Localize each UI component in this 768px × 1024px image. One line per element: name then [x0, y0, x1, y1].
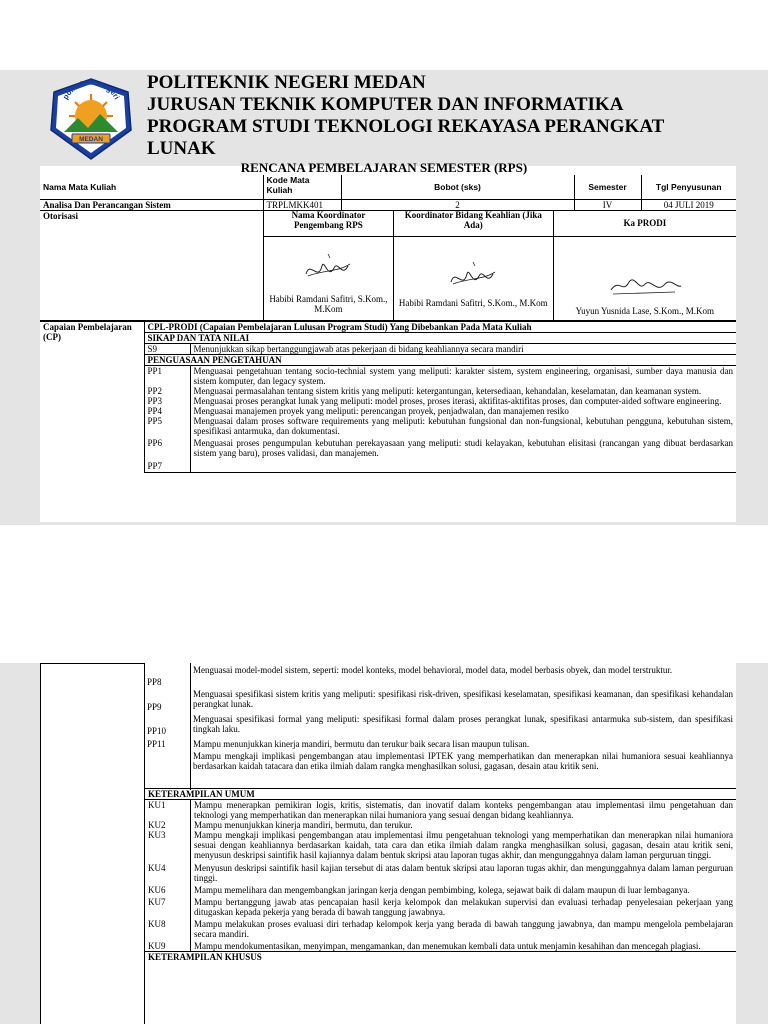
specific-skills-title: KETERAMPILAN KHUSUS: [145, 952, 737, 963]
header-semester: Semester: [574, 175, 641, 199]
pp7-text: [190, 458, 736, 472]
pp6-code: PP6: [144, 436, 190, 458]
s9-code: S9: [144, 344, 190, 355]
logo-bottom-text: MEDAN: [79, 136, 103, 143]
header-course-code: Kode Mata Kuliah: [263, 175, 341, 199]
signature-cell-1: [264, 236, 394, 320]
course-code: TRPLMKK401: [263, 199, 341, 210]
page2-code-divider: [190, 663, 191, 790]
ku4-code: KU4: [145, 860, 191, 883]
learning-outcomes-table: [40, 321, 736, 473]
header-credits: Bobot (sks): [341, 175, 574, 199]
ku2-text: Mampu menunjukkan kinerja mandiri, bermutu, dan terukur.: [190, 820, 736, 830]
pp8-text: Menguasai model-model sistem, seperti: model konteks, model behavioral, model data, model berbasis obyek, dan model terstruktur.: [193, 665, 673, 675]
logo-top-text: politeknik negeri: [60, 77, 122, 101]
ku7-code: KU7: [145, 895, 191, 917]
ku3-code: KU3: [145, 830, 191, 860]
authorization-table: [263, 210, 736, 321]
department-name: JURUSAN TEKNIK KOMPUTER DAN INFORMATIKA: [147, 94, 624, 115]
pp9-text: Menguasai spesifikasi sistem kritis yang meliputi: spesifikasi risk-driven, spesifikasi keselamatan, spesifikasi keamanan, dan spesifikasi kehandalan perangkat lunak.: [193, 689, 733, 709]
ku1-code: KU1: [145, 800, 191, 821]
ku8-code: KU8: [145, 917, 191, 939]
program-name: PROGRAM STUDI TEKNOLOGI REKAYASA PERANGKAT: [147, 116, 665, 137]
signature-cell-2: [393, 236, 553, 320]
date-value: 04 JULI 2019: [641, 199, 736, 210]
pp1-text: Menguasai pengetahuan tentang socio-technial system yang meliputi: karakter sistem, system engineering, organisasi, sumber daya manusia dan sistem komputer, dan legacy system.: [190, 366, 736, 387]
polmed-logo: [48, 76, 134, 162]
head-of-program-name: Yuyun Yusnida Lase, S.Kom., M.Kom: [575, 305, 715, 316]
ku6-text: Mampu memelihara dan mengembangkan jaringan kerja dengan pembimbing, kolega, sejawat baik di dalam maupun di luar lembaganya.: [190, 883, 736, 895]
cpl-prodi-title: CPL-PRODI (Capaian Pembelajaran Lulusan Program Studi) Yang Dibebankan Pada Mata Kuliah: [144, 322, 736, 333]
pp11-text: Mampu menunjukkan kinerja mandiri, bermutu dan terukur baik secara lisan maupun tulisan.: [193, 739, 530, 749]
pp10-text: Menguasai spesifikasi formal yang meliputi: spesifikasi formal dalam proses perangkat lunak, spesifikasi antarmuka sub-sistem, dan spesifikasi tingkah laku.: [193, 714, 733, 734]
pp2-code: PP2: [144, 386, 190, 396]
pp7-code: PP7: [144, 458, 190, 472]
pp9-code: PP9: [147, 702, 162, 712]
pp5-text: Menguasai dalam proses software requirements yang meliputi: kebutuhan fungsional dan non-fungsional, kebutuhan pengguna, kebutuhan sistem, spesifikasi antarmuka, dan dokumentasi.: [190, 416, 736, 436]
ku7-text: Mampu bertanggung jawab atas pencapaian hasil kerja kelompok dan melakukan supervisi dan evaluasi terhadap penyelesaian pekerjaan yang ditugaskan kepada pekerja yang berada di bawah tanggung jawabnya.: [190, 895, 736, 917]
pp4-text: Menguasai manajemen proyek yang meliputi: perencangan proyek, penjadwalan, dan manajemen resiko: [190, 406, 736, 416]
header-date: Tgl Penyusunan: [641, 175, 736, 199]
ku8-text: Mampu melakukan proses evaluasi diri terhadap kelompok kerja yang berada di bawah tanggung jawabnya, dan mampu mengelola pembelajaran secara mandiri.: [190, 917, 736, 939]
course-name: Analisa Dan Perancangan Sistem: [40, 199, 263, 210]
authorization-label: Otorisasi: [40, 210, 263, 320]
general-skills-table: [144, 788, 736, 962]
general-skills-title: KETERAMPILAN UMUM: [145, 789, 737, 800]
signature-cell-3: [553, 236, 736, 320]
pp3-code: PP3: [144, 396, 190, 406]
field-coordinator-label: Koordinator Bidang Keahlian (Jika Ada): [393, 210, 553, 236]
ku2-code: KU2: [145, 820, 191, 830]
page2-left-border: [40, 663, 41, 1024]
page2-top-border: [40, 663, 144, 664]
ku3-text: Mampu mengkaji implikasi pengembangan atau implementasi ilmu pengetahuan teknologi yang memperhatikan dan menerapkan nilai humaniora sesuai dengan keahliannya berdasarkan kaidah, tata cara dan etika ilmiah dalam rangka menghasilkan solusi, gagasan, desain atau kritik seni, menyusun deskripsi saintifik hasil kajiannya dalam bentuk skripsi atau laporan tugas akhir, dan mengunggahnya dalam laman perguruan tinggi.: [190, 830, 736, 860]
document-subtitle: RENCANA PEMBELAJARAN SEMESTER (RPS): [240, 160, 528, 175]
program-name-cont: LUNAK: [147, 138, 216, 159]
field-coordinator-name: Habibi Ramdani Safitri, S.Kom., M.Kom: [398, 297, 548, 308]
signature-1: [298, 252, 358, 286]
cp-label: Capaian Pembelajaran (CP): [40, 322, 144, 473]
semester-value: IV: [574, 199, 641, 210]
ku9-code: KU9: [145, 939, 191, 952]
pp2-text: Menguasai permasalahan tentang sistem kritis yang meliputi: ketergantungan, ketersediaan, kehandalan, keselamatan, dan keamanan system.: [190, 386, 736, 396]
ku6-code: KU6: [145, 883, 191, 895]
ku4-text: Menyusun deskripsi saintifik hasil kajian tersebut di atas dalam bentuk skripsi atau laporan tugas akhir, dan mengunggahnya dalam laman perguruan tinggi.: [190, 860, 736, 883]
pp1-code: PP1: [144, 366, 190, 387]
ku1-text: Mampu menerapkan pemikiran logis, kritis, sistematis, dan inovatif dalam konteks pengembangan atau implementasi ilmu pengetahuan dan teknologi yang memperhatikan dan menerapkan nilai humaniora yang sesuai dengan bidang keahliannya.: [190, 800, 736, 821]
pp8-code: PP8: [147, 677, 162, 687]
pp5-code: PP5: [144, 416, 190, 436]
head-of-program-label: Ka PRODI: [553, 210, 736, 236]
ku9-text: Mampu mendokumentasikan, menyimpan, mengamankan, dan menemukan kembali data untuk menjamin kesahihan dan mencegah plagiasi.: [190, 939, 736, 952]
pp11-code: PP11: [147, 739, 166, 749]
signature-3: [605, 272, 685, 302]
institution-name: POLITEKNIK NEGERI MEDAN: [147, 72, 426, 93]
pp6-text: Menguasai proses pengumpulan kebutuhan perekayasaan yang meliputi: studi kelayakan, kebutuhan elisitasi (rancangan yang dibuat berdasarkan sistem yang baru), proses validasi, dan manajemen.: [190, 436, 736, 458]
knowledge-section-title: PENGUASAAN PENGETAHUAN: [144, 355, 736, 366]
rps-coordinator-label: Nama Koordinator Pengembang RPS: [264, 210, 394, 236]
pp10-code: PP10: [147, 726, 167, 736]
credits-value: 2: [341, 199, 574, 210]
header-course-name: Nama Mata Kuliah: [40, 175, 263, 199]
pp3-text: Menguasai proses perangkat lunak yang meliputi: model proses, proses iterasi, aktifitas-aktifitas proses, dan computer-aided software engineering.: [190, 396, 736, 406]
attitude-section-title: SIKAP DAN TATA NILAI: [144, 333, 736, 344]
s9-text: Menunjukkan sikap bertanggungjawab atas pekerjaan di bidang keahliannya secara mandiri: [190, 344, 736, 355]
signature-2: [443, 260, 503, 294]
coordinator-name: Habibi Ramdani Safitri, S.Kom., M.Kom: [269, 293, 388, 314]
pp4-code: PP4: [144, 406, 190, 416]
pp12-text: Mampu mengkaji implikasi pengembangan atau implementasi IPTEK yang memperhatikan dan menerapkan nilai humaniora sesuai keahliannya berdasarkan kaidah tatacara dan etika ilmiah dalam rangka menghasilkan solusi, gagasan, desain atau kritik seni.: [193, 751, 733, 771]
